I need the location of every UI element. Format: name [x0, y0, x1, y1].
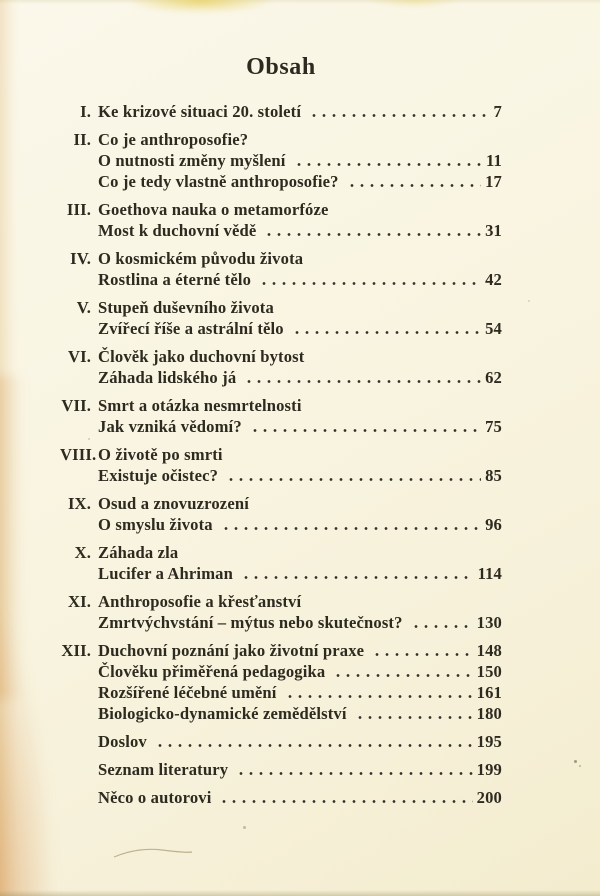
entry-numeral: X. [74, 543, 91, 562]
entry-numeral: IX. [67, 494, 91, 513]
toc-line [60, 248, 502, 269]
dot-leader [370, 640, 472, 661]
entry-page-number: 11 [486, 151, 502, 170]
entry-title: Záhada lidského já [98, 368, 237, 387]
entry-numeral [60, 682, 91, 703]
toc-line [60, 444, 502, 465]
dot-leader [292, 150, 482, 171]
entry-numeral [60, 514, 91, 535]
entry-numeral: XI. [67, 592, 91, 611]
entry-title: O kosmickém původu života [98, 249, 304, 268]
entry-numeral: VIII. [60, 445, 97, 464]
toc-entry [60, 542, 502, 584]
dot-leader [345, 171, 481, 192]
entry-numeral [60, 703, 91, 724]
entry-page-number: 85 [485, 466, 502, 485]
entry-title: Rostlina a éterné tělo [98, 270, 252, 289]
entry-numeral [60, 269, 91, 290]
entry-title: Záhada zla [98, 543, 179, 562]
entry-title: Existuje očistec? [98, 466, 219, 485]
toc-line [60, 199, 502, 220]
entry-title: O nutnosti změny myšlení [98, 151, 286, 170]
entry-page-number: 62 [485, 368, 502, 387]
left-edge-shade [0, 376, 24, 699]
yellow-stain [366, 0, 461, 8]
entry-numeral: XII. [61, 641, 91, 660]
entry-page-number: 150 [476, 662, 502, 681]
toc-entry [60, 493, 502, 535]
top-edge-shade [0, 0, 600, 4]
toc-entry [60, 640, 502, 724]
toc-line [60, 703, 502, 724]
toc-line [60, 416, 502, 437]
toc-entry [60, 444, 502, 486]
entry-numeral: VI. [67, 347, 91, 366]
entry-numeral [60, 612, 91, 633]
toc-entry [60, 759, 502, 780]
toc-line [60, 640, 502, 661]
toc-line [60, 150, 502, 171]
dot-leader [409, 612, 473, 633]
entry-title: O smyslu života [98, 515, 213, 534]
toc-line [60, 563, 502, 584]
toc-line [60, 787, 502, 808]
entry-numeral [60, 731, 91, 752]
dot-leader [307, 101, 489, 122]
toc-entry [60, 199, 502, 241]
entry-title: Seznam literatury [98, 760, 229, 779]
dot-leader [257, 269, 481, 290]
corner-shade [0, 596, 54, 896]
entry-page-number: 130 [476, 613, 502, 632]
entry-page-number: 75 [485, 417, 502, 436]
entry-page-number: 54 [485, 319, 502, 338]
toc-entry [60, 129, 502, 192]
toc-line [60, 171, 502, 192]
entry-numeral [60, 367, 91, 388]
entry-title: Smrt a otázka nesmrtelnosti [98, 396, 302, 415]
toc-entry [60, 591, 502, 633]
entry-numeral [60, 759, 91, 780]
entry-title: O životě po smrti [98, 445, 223, 464]
entry-title: Co je anthroposofie? [98, 130, 249, 149]
toc-line [60, 612, 502, 633]
toc-list [60, 101, 502, 808]
toc-entry [60, 297, 502, 339]
entry-numeral [60, 171, 91, 192]
toc-line [60, 661, 502, 682]
entry-title: Doslov [98, 732, 147, 751]
entry-page-number: 161 [476, 683, 502, 702]
entry-numeral [60, 787, 91, 808]
dot-leader [224, 465, 481, 486]
entry-page-number: 180 [476, 704, 502, 723]
entry-title: Lucifer a Ahriman [98, 564, 233, 583]
toc-line [60, 493, 502, 514]
entry-title: Duchovní poznání jako životní praxe [98, 641, 365, 660]
toc-entry [60, 787, 502, 808]
toc-line [60, 465, 502, 486]
yellow-stain [128, 0, 273, 13]
entry-numeral [60, 318, 91, 339]
entry-numeral [60, 563, 91, 584]
dot-leader [239, 563, 474, 584]
entry-numeral: II. [73, 130, 91, 149]
entry-title: Něco o autorovi [98, 788, 212, 807]
dot-leader [219, 514, 481, 535]
entry-page-number: 31 [485, 221, 502, 240]
entry-title: Zvířecí říše a astrální tělo [98, 319, 284, 338]
paper-speck [243, 826, 246, 829]
entry-numeral: I. [80, 102, 91, 121]
dot-leader [262, 220, 481, 241]
entry-page-number: 17 [485, 172, 502, 191]
dot-leader [283, 682, 473, 703]
toc-line [60, 318, 502, 339]
entry-page-number: 199 [476, 760, 502, 779]
entry-title: Goethova nauka o metamorfóze [98, 200, 329, 219]
toc-line [60, 682, 502, 703]
toc-entry [60, 346, 502, 388]
paper-speck [574, 760, 577, 763]
entry-page-number: 195 [476, 732, 502, 751]
left-edge-shade [0, 0, 16, 896]
entry-title: Most k duchovní vědě [98, 221, 257, 240]
paper-speck [528, 300, 530, 302]
entry-title: Ke krizové situaci 20. století [98, 102, 302, 121]
entry-page-number: 96 [485, 515, 502, 534]
entry-page-number: 42 [485, 270, 502, 289]
toc-entry [60, 248, 502, 290]
paper-speck [579, 765, 581, 767]
entry-title: Rozšířené léčebné umění [98, 683, 277, 702]
entry-title: Stupeň duševního života [98, 298, 274, 317]
entry-numeral: IV. [70, 249, 91, 268]
bottom-edge-shade [0, 890, 600, 896]
toc-entry [60, 731, 502, 752]
entry-title: Osud a znovuzrození [98, 494, 249, 513]
toc-entry [60, 395, 502, 437]
toc-line [60, 542, 502, 563]
toc-entry [60, 101, 502, 122]
dot-leader [331, 661, 472, 682]
toc-line [60, 367, 502, 388]
entry-numeral [60, 416, 91, 437]
entry-title: Člověku přiměřená pedagogika [98, 662, 326, 681]
entry-numeral: III. [66, 200, 91, 219]
dot-leader [248, 416, 481, 437]
entry-numeral [60, 465, 91, 486]
dot-leader [234, 759, 472, 780]
entry-page-number: 114 [477, 564, 502, 583]
dot-leader [153, 731, 473, 752]
entry-page-number: 148 [476, 641, 502, 660]
dot-leader [290, 318, 481, 339]
entry-page-number: 7 [493, 102, 502, 121]
entry-title: Jak vzniká vědomí? [98, 417, 242, 436]
toc-line [60, 101, 502, 122]
toc-line [60, 297, 502, 318]
toc-line [60, 591, 502, 612]
entry-numeral [60, 220, 91, 241]
toc-line [60, 759, 502, 780]
entry-page-number: 200 [476, 788, 502, 807]
dot-leader [217, 787, 472, 808]
scratch-mark [112, 844, 194, 860]
toc-line [60, 346, 502, 367]
entry-title: Zmrtvýchvstání – mýtus nebo skutečnost? [98, 613, 403, 632]
toc-line [60, 220, 502, 241]
toc-line [60, 269, 502, 290]
toc-line [60, 395, 502, 416]
dot-leader [242, 367, 481, 388]
entry-title: Co je tedy vlastně anthroposofie? [98, 172, 339, 191]
entry-title: Člověk jako duchovní bytost [98, 347, 305, 366]
entry-numeral: V. [76, 298, 91, 317]
entry-title: Biologicko-dynamické zemědělství [98, 704, 347, 723]
page-title: Obsah [246, 54, 316, 80]
toc-line [60, 129, 502, 150]
entry-title: Anthroposofie a křesťanství [98, 592, 302, 611]
entry-numeral [60, 661, 91, 682]
toc [60, 52, 502, 815]
toc-line [60, 514, 502, 535]
entry-numeral [60, 150, 91, 171]
entry-numeral: VII. [61, 396, 91, 415]
toc-line [60, 731, 502, 752]
dot-leader [353, 703, 473, 724]
